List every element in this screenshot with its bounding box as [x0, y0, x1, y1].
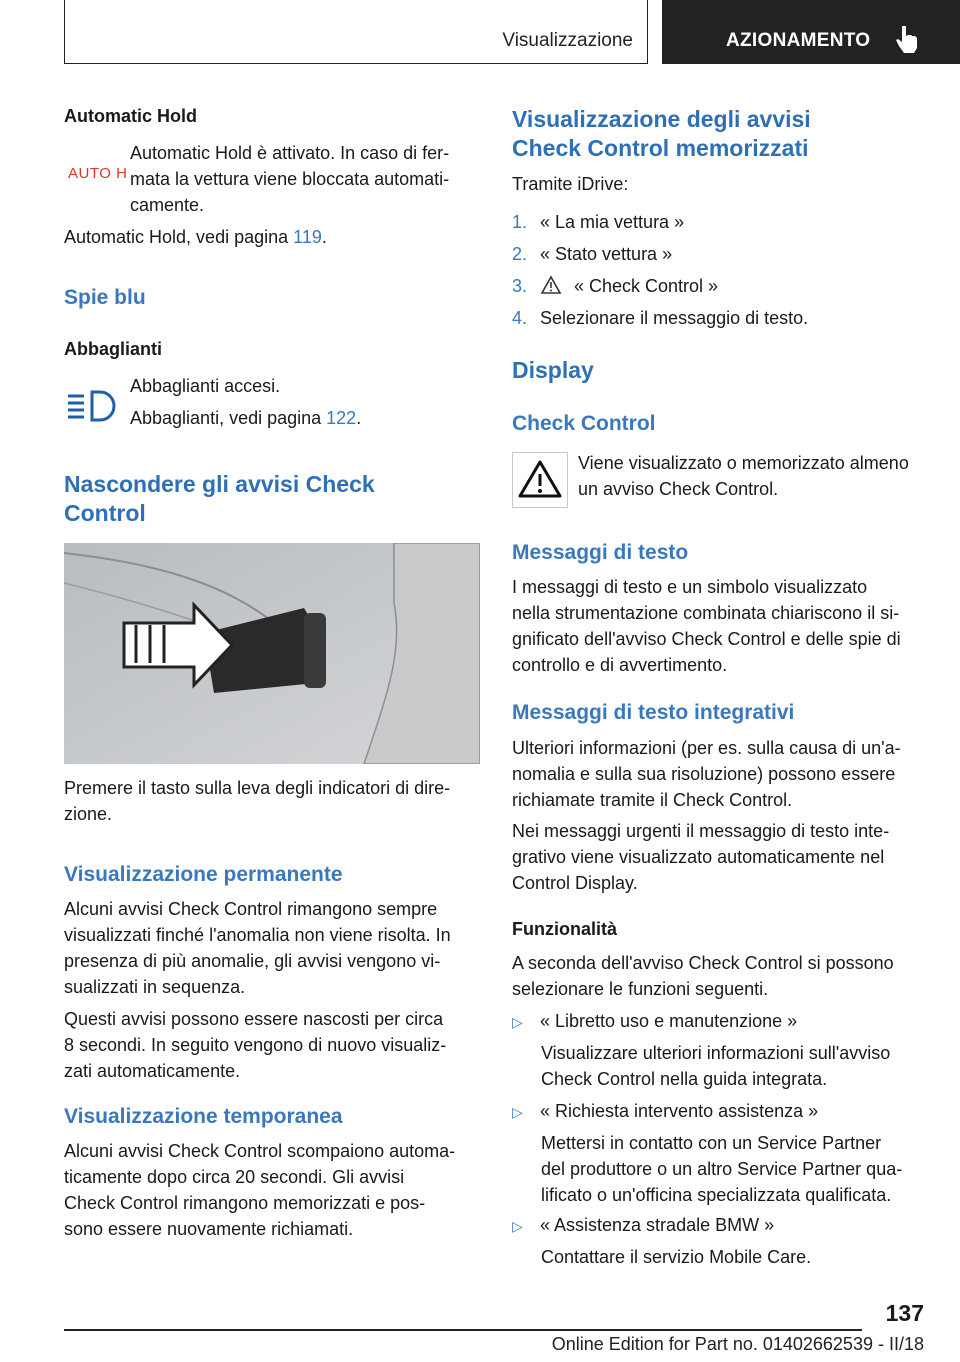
warning-triangle-icon	[540, 275, 562, 295]
integrative-p2-line-3: Control Display.	[512, 873, 638, 893]
auto-hold-icon: AUTO H	[68, 165, 128, 182]
indicator-stalk-illustration	[64, 543, 480, 764]
abbaglianti-ref-suffix: .	[356, 408, 362, 428]
integrative-p2-line-2: grativo viene visualizzato automaticamente nel	[512, 847, 885, 867]
caption-line-2: zione.	[64, 804, 113, 824]
header-chapter-tab	[662, 0, 960, 64]
auto-hold-line-1: Automatic Hold è attivato. In caso di fer-	[130, 143, 450, 163]
permanent-p2-line-2: 8 secondi. In seguito vengono di nuovo visualiz-	[64, 1035, 447, 1055]
header-section-box	[64, 0, 648, 64]
permanent-p2-line-3: zati automaticamente.	[64, 1061, 241, 1081]
abbaglianti-page-link[interactable]: 122	[326, 408, 357, 428]
text-msgs-line-3: gnificato dell'avviso Check Control e delle spie di	[512, 629, 901, 649]
stored-heading-2: Check Control memorizzati	[512, 135, 809, 161]
function-item-1	[512, 1009, 797, 1035]
function-item-2-desc-3: lificato o un'officina specializzata qualificata.	[541, 1185, 892, 1205]
hide-check-control-heading-1: Nascondere gli avvisi Check	[64, 471, 375, 497]
funzionalita-line-2: selezionare le funzioni seguenti.	[512, 979, 769, 999]
step-2-number: 2.	[512, 244, 528, 264]
integrative-p1-line-1: Ulteriori informazioni (per es. sulla causa di un'a-	[512, 738, 901, 758]
integrative-p1-line-2: nomalia e sulla sua risoluzione) possono essere	[512, 764, 896, 784]
step-4-text: Selezionare il messaggio di testo.	[540, 308, 809, 328]
bullet-triangle-icon: ▷	[512, 1014, 523, 1030]
permanent-p1-line-1: Alcuni avvisi Check Control rimangono sempre	[64, 899, 438, 919]
idrive-intro: Tramite iDrive:	[512, 174, 629, 194]
hand-pointer-icon	[894, 24, 920, 54]
step-4-number: 4.	[512, 308, 528, 328]
function-item-1-desc-1: Visualizzare ulteriori informazioni sull'avviso	[541, 1043, 891, 1063]
step-1	[512, 210, 684, 235]
temporary-line-2: ticamente dopo circa 20 secondi. Gli avvisi	[64, 1167, 405, 1187]
abbaglianti-ref-text: Abbaglianti, vedi pagina	[130, 408, 327, 428]
integrative-p1-line-3: richiamate tramite il Check Control.	[512, 790, 793, 810]
permanent-p1-line-4: sualizzati in sequenza.	[64, 977, 246, 997]
header-chapter-title: AZIONAMENTO	[726, 30, 871, 51]
spie-blu-heading: Spie blu	[64, 286, 146, 309]
step-2-text: « Stato vettura »	[540, 244, 673, 264]
check-control-heading: Check Control	[512, 412, 656, 435]
auto-hold-line-2: mata la vettura viene bloccata automati-	[130, 169, 450, 189]
permanent-heading: Visualizzazione permanente	[64, 863, 343, 886]
abbaglianti-text: Abbaglianti accesi.	[130, 376, 281, 396]
funzionalita-heading: Funzionalità	[512, 919, 617, 939]
auto-hold-heading: Automatic Hold	[64, 106, 197, 126]
auto-hold-page-link[interactable]: 119	[293, 227, 322, 247]
function-item-2	[512, 1099, 818, 1125]
text-msgs-heading: Messaggi di testo	[512, 541, 689, 564]
hide-check-control-heading-2: Control	[64, 500, 146, 526]
text-msgs-line-4: controllo e di avvertimento.	[512, 655, 728, 675]
high-beam-icon	[66, 388, 120, 428]
footer-edition: Online Edition for Part no. 01402662539 - II/18	[551, 1334, 924, 1354]
function-item-1-title: « Libretto uso e manutenzione »	[540, 1011, 798, 1031]
integrative-p2-line-1: Nei messaggi urgenti il messaggio di testo inte-	[512, 821, 890, 841]
integrative-heading: Messaggi di testo integrativi	[512, 701, 795, 724]
function-item-3	[512, 1213, 774, 1239]
abbaglianti-heading: Abbaglianti	[64, 339, 162, 359]
auto-hold-line-3: camente.	[130, 195, 205, 215]
check-control-line-1: Viene visualizzato o memorizzato almeno	[578, 453, 909, 473]
caption-line-1: Premere il tasto sulla leva degli indicatori di dire-	[64, 778, 451, 798]
display-heading: Display	[512, 357, 594, 383]
bullet-triangle-icon: ▷	[512, 1104, 523, 1120]
auto-hold-ref-suffix: .	[321, 227, 327, 247]
function-item-2-desc-1: Mettersi in contatto con un Service Partner	[541, 1133, 882, 1153]
text-msgs-line-2: nella strumentazione combinata chiariscono il si-	[512, 603, 900, 623]
function-item-3-desc-1: Contattare il servizio Mobile Care.	[541, 1247, 812, 1267]
text-msgs-line-1: I messaggi di testo e un simbolo visualizzato	[512, 577, 868, 597]
page-number: 137	[885, 1300, 924, 1326]
auto-hold-reference	[64, 225, 327, 250]
check-control-warning-icon	[512, 452, 568, 508]
function-item-1-desc-2: Check Control nella guida integrata.	[541, 1069, 828, 1089]
footer-divider	[64, 1329, 862, 1331]
temporary-line-1: Alcuni avvisi Check Control scompaiono automa-	[64, 1141, 456, 1161]
bullet-triangle-icon: ▷	[512, 1218, 523, 1234]
step-3	[512, 274, 718, 299]
header-section-title: Visualizzazione	[502, 30, 633, 51]
function-item-2-desc-2: del produttore o un altro Service Partner qua-	[541, 1159, 903, 1179]
temporary-line-3: Check Control rimangono memorizzati e pos-	[64, 1193, 426, 1213]
step-2	[512, 242, 672, 267]
step-1-number: 1.	[512, 212, 528, 232]
step-3-text: « Check Control »	[574, 276, 719, 296]
step-1-text: « La mia vettura »	[540, 212, 685, 232]
step-4	[512, 306, 808, 331]
funzionalita-line-1: A seconda dell'avviso Check Control si possono	[512, 953, 894, 973]
abbaglianti-reference	[130, 406, 361, 431]
temporary-heading: Visualizzazione temporanea	[64, 1105, 343, 1128]
step-3-number: 3.	[512, 276, 528, 296]
stored-heading-1: Visualizzazione degli avvisi	[512, 106, 811, 132]
function-item-3-title: « Assistenza stradale BMW »	[540, 1215, 775, 1235]
check-control-line-2: un avviso Check Control.	[578, 479, 779, 499]
permanent-p2-line-1: Questi avvisi possono essere nascosti per circa	[64, 1009, 444, 1029]
auto-hold-ref-text: Automatic Hold, vedi pagina	[64, 227, 294, 247]
temporary-line-4: sono essere nuovamente richiamati.	[64, 1219, 354, 1239]
permanent-p1-line-3: presenza di più anomalie, gli avvisi vengono vi-	[64, 951, 441, 971]
permanent-p1-line-2: visualizzati finché l'anomalia non viene risolta. In	[64, 925, 451, 945]
function-item-2-title: « Richiesta intervento assistenza »	[540, 1101, 819, 1121]
